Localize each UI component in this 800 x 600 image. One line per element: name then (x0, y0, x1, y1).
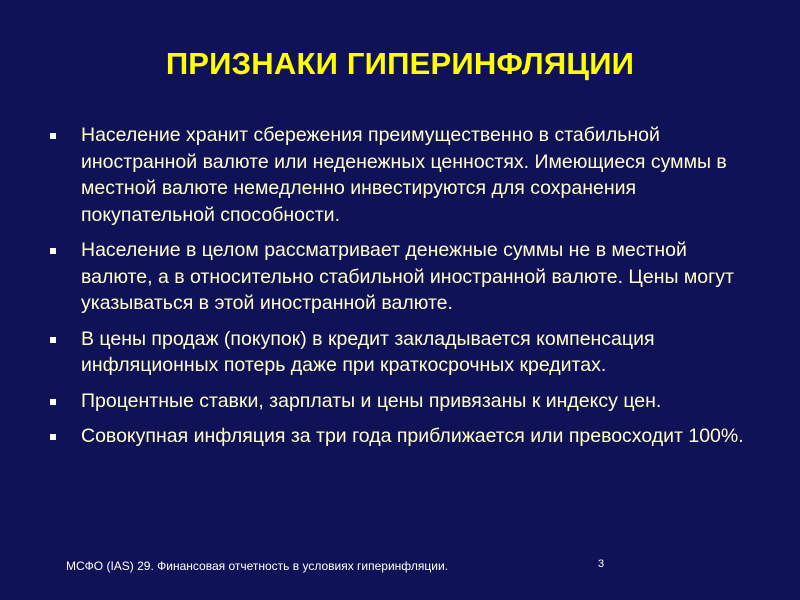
bullet-item (48, 122, 760, 228)
bullet-text: Процентные ставки, зарплаты и цены привязаны к индексу цен. (81, 389, 662, 412)
bullet-text: В цены продаж (покупок) в кредит закладывается компенсация инфляционных потерь даже при краткосрочных кредитах. (81, 327, 655, 376)
square-bullet-icon (50, 399, 56, 405)
bullet-item (48, 423, 760, 450)
slide-title: ПРИЗНАКИ ГИПЕРИНФЛЯЦИИ (165, 46, 635, 81)
slide-footer: МСФО (IAS) 29. Финансовая отчетность в условиях гиперинфляции. (66, 559, 449, 573)
bullet-text: Совокупная инфляция за три года приближается или превосходит 100%. (81, 425, 744, 447)
page-number: 3 (598, 558, 605, 570)
bullet-item (48, 388, 760, 415)
bullet-item (48, 326, 760, 379)
square-bullet-icon (50, 337, 56, 343)
bullet-text: Население в целом рассматривает денежные суммы не в местной валюте, а в относительно стабильной иностранной валюте. Цены могут указываться в этой иностранной валюте. (81, 239, 734, 314)
bullet-text: Население хранит сбережения преимущественно в стабильной иностранной валюте или неденежных ценностях. Имеющиеся суммы в местной валюте немедленно инвестируются для сохранения покупательной способности. (81, 124, 727, 226)
square-bullet-icon (50, 248, 56, 254)
square-bullet-icon (50, 133, 56, 139)
square-bullet-icon (50, 434, 56, 440)
bullet-list (48, 122, 760, 459)
bullet-item (48, 237, 760, 317)
